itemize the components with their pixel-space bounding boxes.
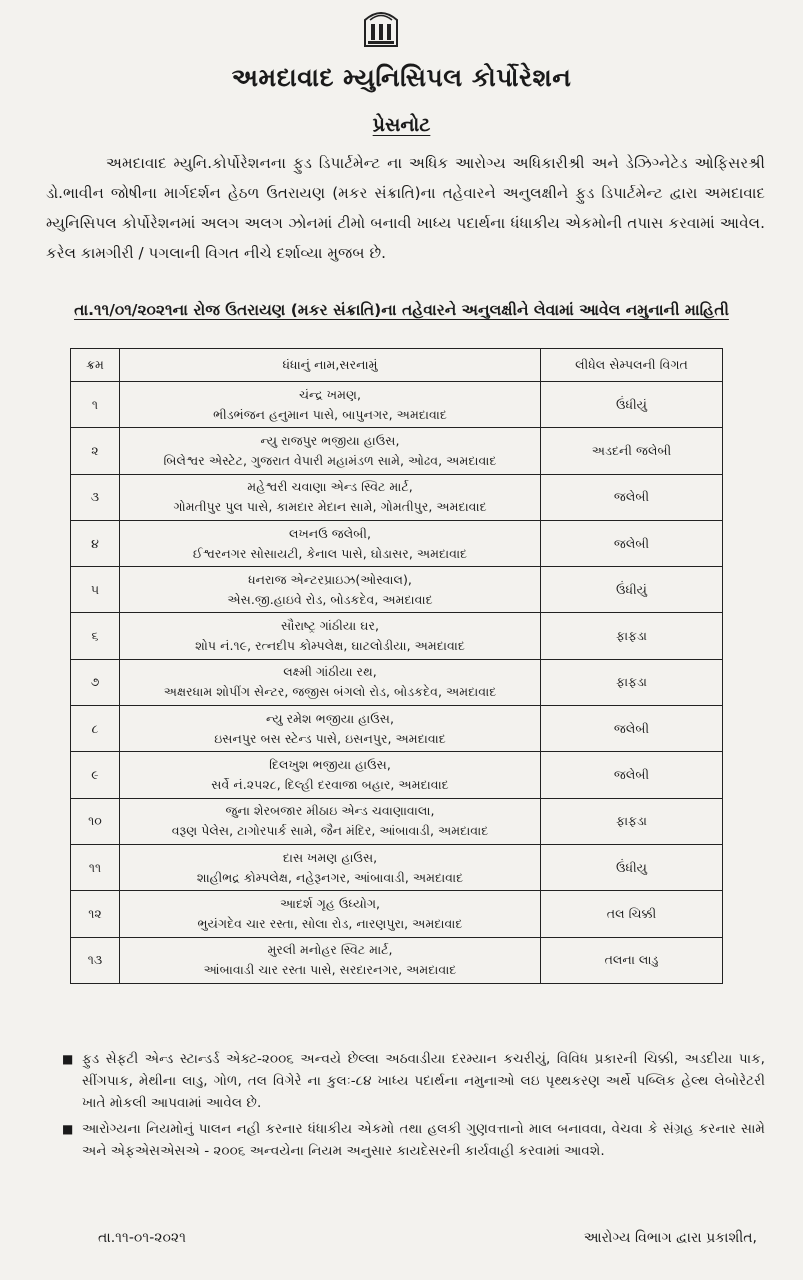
business-name: દિલખુશ ભજીયા હાઉસ,	[269, 757, 391, 773]
row-serial: ૧	[71, 382, 120, 428]
business-address: ઈશ્વરનગર સોસાયટી, કેનાલ પાસે, ઘોડાસર, અમદાવાદ	[192, 545, 468, 561]
business-address: આંબાવાડી ચાર રસ્તા પાસે, સરદારનગર, અમદાવાદ	[203, 962, 457, 978]
table-row	[71, 798, 723, 844]
table-row	[71, 659, 723, 705]
business-name: ધનરાજ એન્ટરપ્રાઇઝ(ઓસ્વાલ),	[248, 571, 412, 587]
note-text: ફુડ સેફટી એન્ડ સ્ટાન્ડર્ડ એક્ટ-૨૦૦૬ અન્વયે છેલ્લા અઠવાડીયા દરમ્યાન કચરીયું, વિવિધ પ્રકારની ચિક્કી, અડદીયા પાક, સીંગપાક, મેથીના લાડુ, ગોળ, તલ વિગેરે ના કુલઃ-૮૪ ખાધ્ય પદાર્થના નમુનાઓ લઇ પૃથ્થકરણ અર્થે પબ્લિક હેલ્થ લેબોરેટરી ખાતે મોકલી આપવામાં આવેલ છે.	[82, 1051, 765, 1111]
footer-date: તા.૧૧-૦૧-૨૦૨૧	[98, 1230, 186, 1246]
business-address: ભુયંગદેવ ચાર રસ્તા, સોલા રોડ, નારણપુરા, અમદાવાદ	[197, 915, 463, 931]
bullet-icon: ■	[62, 1052, 74, 1066]
table-header-row	[71, 349, 723, 382]
row-serial: ૬	[71, 613, 120, 659]
press-note-label: પ્રેસનોટ	[372, 114, 431, 136]
business-name: લખનઉ જલેબી,	[289, 525, 371, 541]
row-sample: ફાફડા	[541, 613, 723, 659]
business-name: ન્યુ રમેશ ભજીયા હાઉસ,	[266, 710, 394, 726]
table-row	[71, 382, 723, 428]
table-heading: તા.૧૧/૦૧/૨૦૨૧ના રોજ ઉતરાયણ (મકર સંક્રાતિ)ના તહેવારને અનુલક્ષીને લેવામાં આવેલ નમુનાની માહિતી	[74, 301, 729, 319]
business-name: આદર્શ ગૃહ ઉધ્યોગ,	[279, 895, 381, 911]
notes-list	[62, 1048, 765, 1166]
note-item	[62, 1048, 765, 1114]
row-sample: જલેબી	[541, 752, 723, 798]
note-text: આરોગ્યના નિયમોનું પાલન નહી કરનાર ધંધાકીય એકમો તથા હલકી ગુણવત્તાનો માલ બનાવવા, વેચવા કે સંગ્રહ કરનાર સામે અને એફએસએસએ - ૨૦૦૬ અન્વયેના નિયમ અનુસાર કાયદેસરની કાર્યવાહી કરવામાં આવશે.	[82, 1121, 765, 1159]
business-name: ચંન્દ્ર ખમણ,	[298, 386, 362, 402]
row-sample: ઉંધીયુ	[541, 844, 723, 890]
table-row	[71, 474, 723, 520]
table-row	[71, 937, 723, 983]
column-header-sample: લીધેલ સેમ્પલની વિગત	[541, 349, 723, 382]
row-serial: ૧૦	[71, 798, 120, 844]
column-header-serial: ક્રમ	[71, 349, 120, 382]
row-sample: તલના લાડુ	[541, 937, 723, 983]
business-name: દાસ ખમણ હાઉસ,	[282, 849, 378, 865]
organization-title: અમદાવાદ મ્યુનિસિપલ કોર્પોરેશન	[231, 63, 572, 92]
business-address: શોપ નં.૧૯, રત્નદીપ કોમ્પલેક્ષ, ઘાટલોડીયા, અમદાવાદ	[195, 638, 465, 654]
row-sample: ઉંધીયું	[541, 382, 723, 428]
row-serial: ૩	[71, 474, 120, 520]
row-sample: ફાફડા	[541, 798, 723, 844]
samples-table	[70, 348, 723, 984]
business-name: ન્યુ રાજપુર ભજીયા હાઉસ,	[260, 432, 400, 448]
business-address: ગોમતીપુર પુલ પાસે, કામદાર મેદાન સામે, ગોમતીપુર, અમદાવાદ	[173, 499, 487, 515]
row-business	[120, 428, 541, 474]
business-address: શાહીભદ્ર કોમ્પલેક્ષ, નહેરૂનગર, આંબાવાડી, અમદાવાદ	[196, 869, 464, 885]
business-address: એસ.જી.હાઇવે રોડ, બોડકદેવ, અમદાવાદ	[227, 591, 433, 607]
row-business	[120, 937, 541, 983]
business-name: સૌરાષ્ટ્ર ગાંઠીયા ઘર,	[281, 618, 379, 634]
bullet-icon: ■	[62, 1122, 74, 1136]
column-header-business: ધંધાનું નામ,સરનામું	[120, 349, 541, 382]
table-row	[71, 706, 723, 752]
table-row	[71, 567, 723, 613]
row-business	[120, 567, 541, 613]
table-row	[71, 891, 723, 937]
note-item	[62, 1118, 765, 1162]
row-serial: ૧૧	[71, 844, 120, 890]
row-serial: ૨	[71, 428, 120, 474]
business-name: લક્ષ્મી ગાંઠીયા રથ,	[283, 664, 377, 680]
table-row	[71, 844, 723, 890]
row-sample: ફાફડા	[541, 659, 723, 705]
table-row	[71, 428, 723, 474]
business-address: ભીડભંજન હનુમાન પાસે, બાપુનગર, અમદાવાદ	[213, 406, 447, 422]
business-address: અક્ષરધામ શોપીંગ સેન્ટર, જજીસ બંગલો રોડ, બોડકદેવ, અમદાવાદ	[163, 684, 497, 700]
row-sample: ઉંધીયું	[541, 567, 723, 613]
row-serial: ૫	[71, 567, 120, 613]
row-business	[120, 613, 541, 659]
row-business	[120, 706, 541, 752]
row-sample: તલ ચિક્કી	[541, 891, 723, 937]
business-address: વરૂણ પેલેસ, ટાગોરપાર્ક સામે, જૈન મંદિર, આંબાવાડી, અમદાવાદ	[171, 823, 489, 839]
table-body	[71, 382, 723, 984]
row-serial: ૧૨	[71, 891, 120, 937]
row-business	[120, 844, 541, 890]
row-serial: ૪	[71, 520, 120, 566]
intro-paragraph: અમદાવાદ મ્યુનિ.કોર્પોરેશનના ફુડ ડિપાર્ટમેન્ટ ના અધિક આરોગ્ય અધિકારીશ્રી અને ડેઝિગ્નેટેડ ઓફિસરશ્રી ડો.ભાવીન જોષીના માર્ગદર્શન હેઠળ ઉતરાયણ (મકર સંક્રાતિ)ના તહેવારને અનુલક્ષીને ફુડ ડિપાર્ટમેન્ટ દ્વારા અમદાવાદ મ્યુનિસિપલ કોર્પોરેશનમાં અલગ અલગ ઝોનમાં ટીમો બનાવી ખાધ્ય પદાર્થના ધંધાકીય એકમોની તપાસ કરવામાં આવેલ. કરેલ કામગીરી / પગલાની વિગત નીચે દર્શાવ્યા મુજબ છે.	[46, 154, 765, 262]
footer-issuer: આરોગ્ય વિભાગ દ્વારા પ્રકાશીત,	[583, 1230, 757, 1246]
row-serial: ૧૩	[71, 937, 120, 983]
business-name: જુના શેરબજાર મીઠાઇ એન્ડ ચવાણાવાલા,	[225, 803, 435, 819]
row-business	[120, 752, 541, 798]
row-sample: જલેબી	[541, 520, 723, 566]
table-row	[71, 520, 723, 566]
row-serial: ૮	[71, 706, 120, 752]
table-row	[71, 613, 723, 659]
business-address: ઇસનપુર બસ સ્ટેન્ડ પાસે, ઇસનપુર, અમદાવાદ	[214, 730, 446, 746]
business-name: મહેશ્વરી ચવાણા એન્ડ સ્વિટ માર્ટ,	[247, 479, 413, 495]
corporation-emblem-icon	[361, 6, 401, 50]
business-address: સર્વે નં.૨૫૨૮, દિલ્હી દરવાજા બહાર, અમદાવાદ	[211, 777, 449, 793]
business-address: બિલેશ્વર એસ્ટેટ, ગુજરાત વેપારી મહામંડળ સામે, ઓઢવ, અમદાવાદ	[163, 452, 497, 468]
document-type-heading	[0, 114, 803, 136]
row-business	[120, 474, 541, 520]
row-business	[120, 659, 541, 705]
row-sample: જલેબી	[541, 474, 723, 520]
row-business	[120, 798, 541, 844]
business-name: મુરલી મનોહર સ્વિટ માર્ટ,	[267, 942, 393, 958]
row-business	[120, 891, 541, 937]
row-sample: જલેબી	[541, 706, 723, 752]
row-serial: ૭	[71, 659, 120, 705]
row-serial: ૯	[71, 752, 120, 798]
row-business	[120, 382, 541, 428]
table-row	[71, 752, 723, 798]
row-sample: અડદની જલેબી	[541, 428, 723, 474]
row-business	[120, 520, 541, 566]
